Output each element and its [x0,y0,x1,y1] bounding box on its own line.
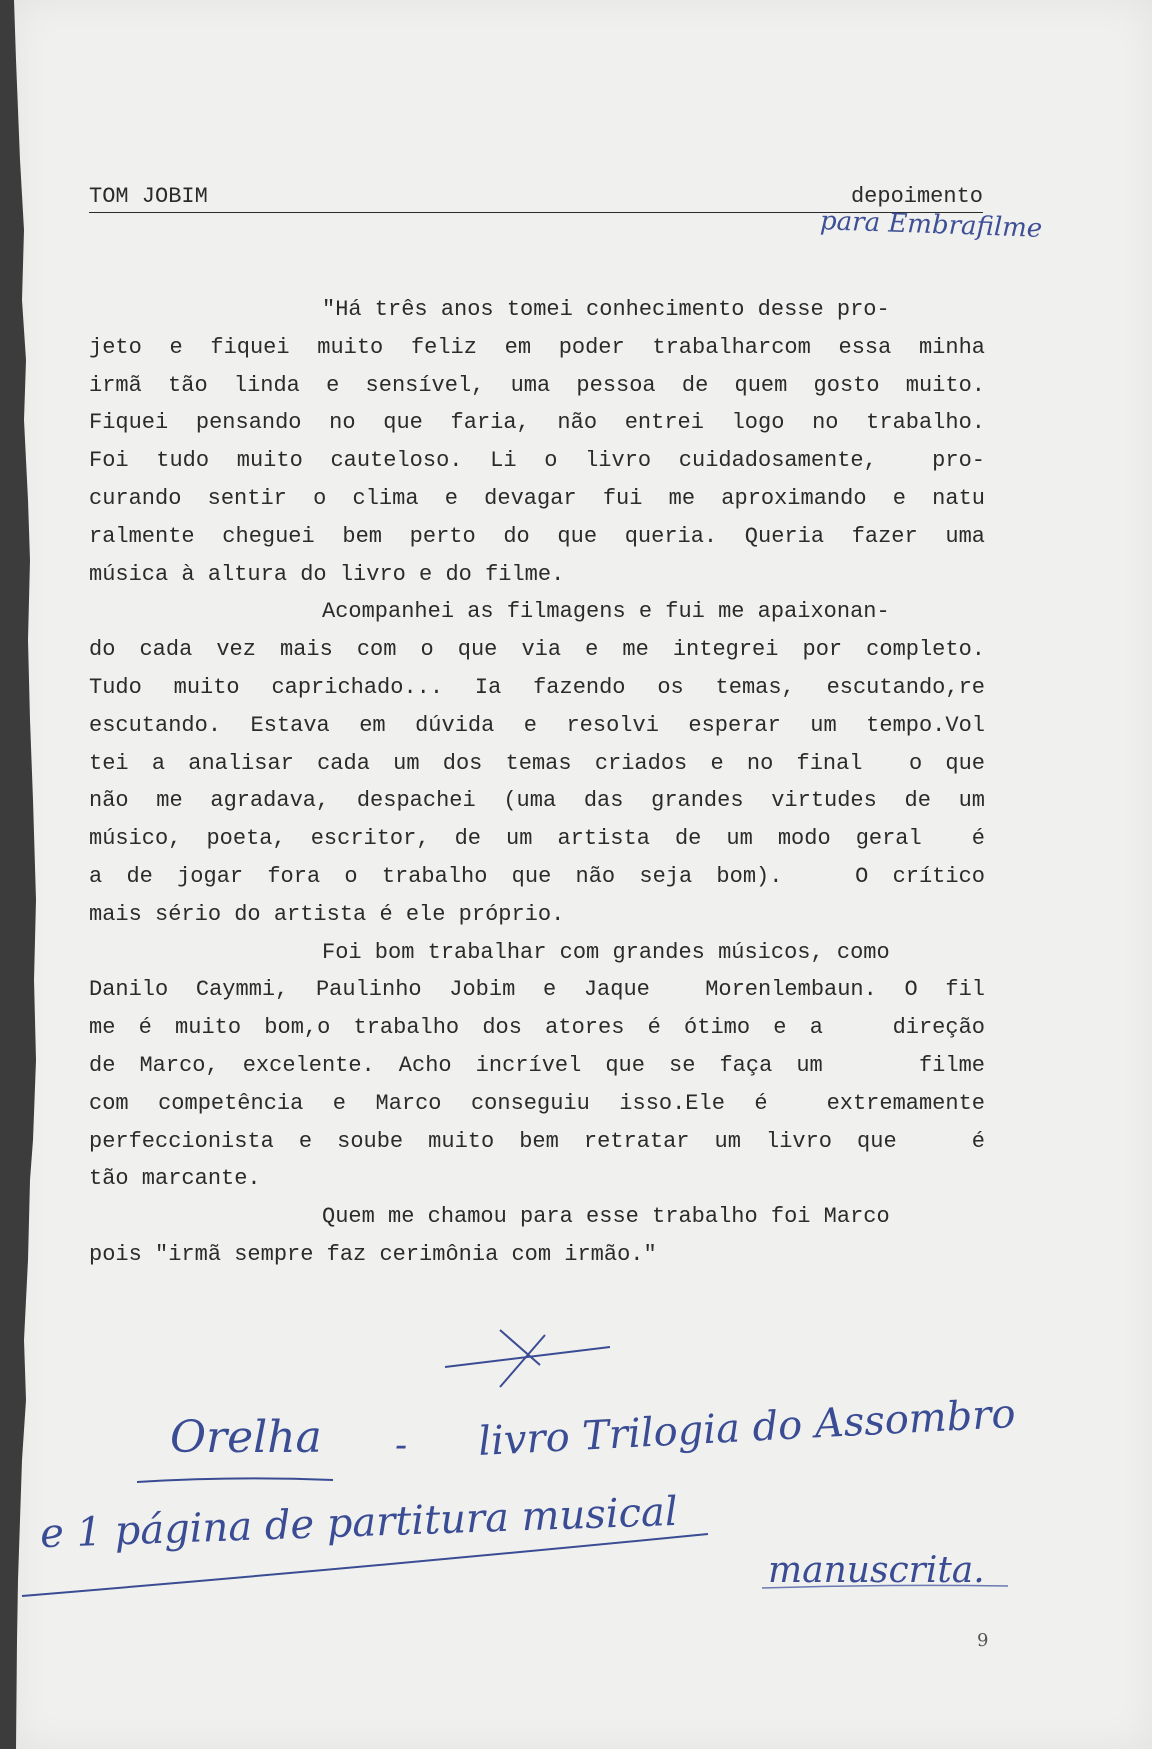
text-line: Acompanhei as filmagens e fui me apaixonan- [322,599,890,625]
text-line: a de jogar fora o trabalho que não seja bom). O crítico [89,863,985,889]
text-line: "Há três anos tomei conhecimento desse pro- [322,297,890,322]
underline-long [20,1520,710,1600]
underline-manuscrita [760,1568,1010,1594]
text-line: Fiquei pensando no que faria, não entrei logo no trabalho. [89,410,985,436]
text-line: do cada vez mais com o que via e me integrei por completo. [89,637,985,663]
text-line: Foi bom trabalhar com grandes músicos, como [322,939,890,965]
typed-statement [89,291,985,1274]
handwritten-orelha: Orelha [170,1412,322,1463]
page-number: 9 [977,1630,989,1651]
text-line: com competência e Marco conseguiu isso.Ele é extremamente [89,1090,985,1116]
text-line: Quem me chamou para esse trabalho foi Marco [322,1204,890,1230]
text-line: Tudo muito caprichado... Ia fazendo os temas, escutando,re [89,674,985,700]
text-line: mais sério do artista é ele próprio. [89,901,565,927]
text-line: Danilo Caymmi, Paulinho Jobim e Jaque Morenlembaun. O fil [89,977,985,1003]
text-line: ralmente cheguei bem perto do que queria. Queria fazer uma [89,523,985,549]
text-line: não me agradava, despachei (uma das grandes virtudes de um [89,788,985,814]
text-line: pois "irmã sempre faz cerimônia com irmão." [89,1241,657,1267]
text-line: música à altura do livro e do filme. [89,561,565,587]
text-line: escutando. Estava em dúvida e resolvi esperar um tempo.Vol [89,712,985,738]
torn-left-edge [0,0,38,1749]
text-line: de Marco, excelente. Acho incrível que se faça um filme [89,1052,985,1078]
handwritten-score-page: e 1 página de partitura musical [39,1488,679,1558]
handwritten-note-embrafilme: para Embrafilme [819,206,1043,244]
text-line: me é muito bom,o trabalho dos atores é ótimo e a direção [89,1015,985,1041]
document-type: depoimento [850,184,983,209]
text-line: tão marcante. [89,1166,261,1192]
text-line: irmã tão linda e sensível, uma pessoa de quem gosto muito. [89,372,985,398]
author-name: TOM JOBIM [89,184,208,209]
text-line: músico, poeta, escritor, de um artista de um modo geral é [89,826,985,852]
text-line: perfeccionista e soube muito bem retratar um livro que é [89,1128,985,1154]
cross-mark [440,1325,620,1395]
underline-orelha [135,1474,335,1488]
handwritten-book-title: livro Trilogia do Assombro [477,1390,1017,1466]
text-line: curando sentir o clima e devagar fui me aproximando e natu [89,485,985,511]
handwritten-dash: - [395,1425,408,1466]
text-line: tei a analisar cada um dos temas criados e no final o que [89,750,985,776]
text-line: Foi tudo muito cauteloso. Li o livro cuidadosamente, pro- [89,448,985,474]
handwritten-manuscrita: manuscrita. [768,1550,985,1591]
text-line: jeto e fiquei muito feliz em poder trabalharcom essa minha [89,334,985,360]
